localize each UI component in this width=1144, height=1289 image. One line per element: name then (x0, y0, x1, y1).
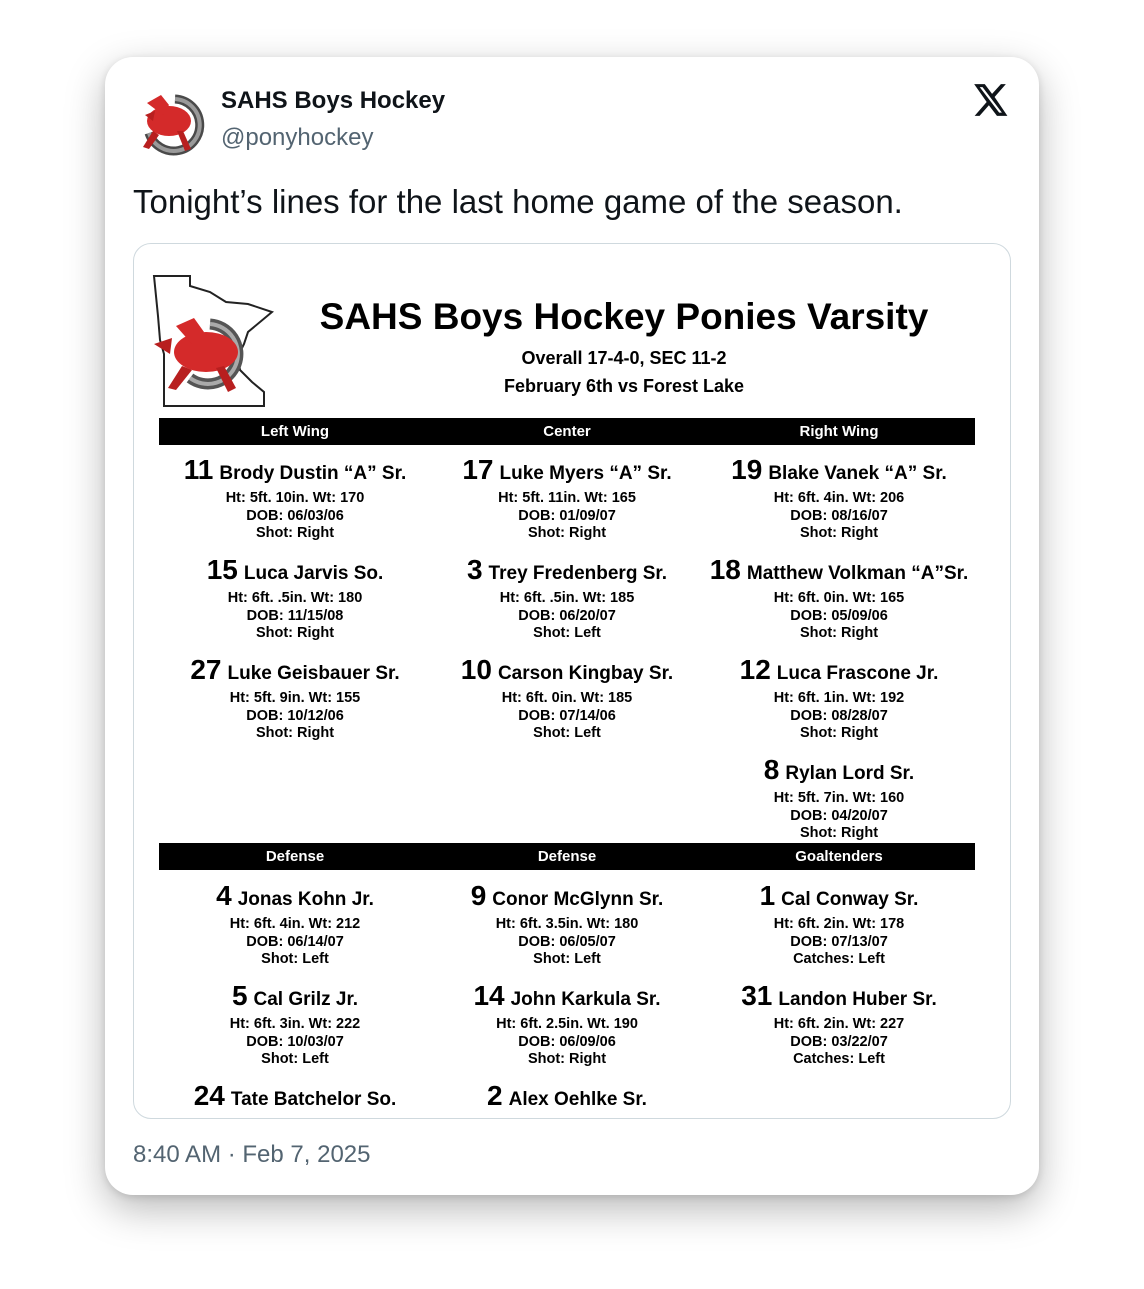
player-card (703, 981, 975, 1069)
player-shot: Shot: Right (255, 525, 335, 541)
player-number: 12 (739, 654, 771, 685)
player-number: 1 (759, 880, 776, 911)
player-number: 11 (183, 454, 214, 485)
player-card (159, 881, 431, 969)
player-name: Carson Kingbay Sr. (497, 663, 674, 684)
player-card (703, 455, 975, 543)
player-number: 3 (466, 554, 483, 585)
player-shot: Shot: Left (261, 951, 329, 967)
player-height-weight: Ht: 6ft. 2in. Wt: 227 (773, 1016, 905, 1032)
player-dob: DOB: 06/05/07 (518, 933, 616, 950)
player-height-weight: Ht: 6ft. 3in. Wt: 222 (229, 1016, 361, 1032)
player-card (431, 981, 703, 1069)
player-height-weight: Ht: 5ft. 10in. Wt: 170 (225, 490, 365, 506)
header-defense-2: Defense (537, 848, 597, 865)
player-dob: DOB: 10/12/06 (246, 707, 344, 724)
player-dob: DOB: 11/15/08 (246, 607, 344, 624)
player-height-weight: Ht: 6ft. 4in. Wt: 212 (229, 916, 361, 932)
player-card (703, 655, 975, 743)
player-height-weight: Ht: 5ft. 11in. Wt: 165 (498, 490, 636, 506)
player-card (431, 655, 703, 743)
player-name: Tate Batchelor So. (230, 1089, 397, 1110)
tweet-text: Tonight’s lines for the last home game of the season. (133, 183, 903, 220)
roster-title: SAHS Boys Hockey Ponies Varsity (319, 296, 929, 337)
player-height-weight: Ht: 6ft. 4in. Wt: 206 (773, 490, 905, 506)
player-shot: Shot: Left (533, 725, 601, 741)
player-shot: Shot: Right (799, 625, 879, 641)
player-dob: DOB: 06/20/07 (518, 607, 616, 624)
game-info: February 6th vs Forest Lake (503, 376, 745, 396)
pony-logo-icon (133, 81, 215, 163)
player-dob: DOB: 03/22/07 (790, 1033, 888, 1050)
player-number: 17 (462, 454, 494, 485)
player-height-weight: Ht: 6ft. 2in. Wt: 178 (773, 916, 905, 932)
player-shot: Shot: Right (255, 625, 335, 641)
player-shot: Shot: Right (799, 525, 879, 541)
player-name: Trey Fredenberg Sr. (488, 563, 668, 584)
player-dob: DOB: 08/16/07 (790, 507, 888, 524)
player-card (431, 555, 703, 643)
player-shot: Shot: Left (533, 625, 601, 641)
player-card (431, 881, 703, 969)
header-left-wing: Left Wing (260, 423, 330, 440)
player-number: 5 (231, 980, 248, 1011)
player-shot: Shot: Right (799, 725, 879, 741)
player-name: Alex Oehlke Sr. (508, 1089, 647, 1110)
forward-header-bar (159, 418, 975, 445)
player-shot: Shot: Left (533, 951, 601, 967)
player-dob: DOB: 06/09/06 (518, 1033, 616, 1050)
player-dob: DOB: 06/03/06 (246, 507, 344, 524)
player-name: Cal Grilz Jr. (253, 989, 359, 1010)
player-card (159, 455, 431, 543)
player-card (159, 1081, 431, 1116)
player-name: John Karkula Sr. (510, 989, 661, 1010)
player-shot: Shot: Right (527, 1051, 607, 1067)
player-card (159, 981, 431, 1069)
minnesota-pony-logo-icon (152, 274, 276, 410)
header-right-wing: Right Wing (799, 423, 879, 440)
player-height-weight: Ht: 5ft. 9in. Wt: 155 (229, 690, 361, 706)
player-name: Conor McGlynn Sr. (492, 889, 664, 910)
player-dob: DOB: 07/13/07 (790, 933, 888, 950)
back-header-bar (159, 843, 975, 870)
player-number: 10 (460, 654, 492, 685)
player-name: Blake Vanek “A” Sr. (768, 463, 947, 484)
avatar[interactable] (133, 81, 215, 163)
team-record: Overall 17-4-0, SEC 11-2 (521, 348, 727, 368)
player-card (431, 455, 703, 543)
player-name: Landon Huber Sr. (778, 989, 937, 1010)
player-shot: Shot: Left (261, 1051, 329, 1067)
player-card (703, 555, 975, 643)
tweet-timestamp[interactable]: 8:40 AM · Feb 7, 2025 (133, 1141, 371, 1168)
player-number: 14 (473, 980, 505, 1011)
player-name: Jonas Kohn Jr. (237, 889, 374, 910)
player-dob: DOB: 05/09/06 (790, 607, 888, 624)
player-card (159, 555, 431, 643)
header-center: Center (543, 423, 591, 440)
player-catches: Catches: Left (793, 951, 885, 967)
tweet-card (105, 57, 1039, 1195)
player-dob: DOB: 01/09/07 (518, 507, 616, 524)
player-number: 19 (731, 454, 763, 485)
player-card (159, 655, 431, 743)
player-number: 9 (470, 880, 487, 911)
player-name: Brody Dustin “A” Sr. (219, 463, 407, 484)
player-shot: Shot: Right (255, 725, 335, 741)
x-logo-icon[interactable] (971, 81, 1009, 119)
roster-image[interactable] (133, 243, 1011, 1119)
player-dob: DOB: 06/14/07 (246, 933, 344, 950)
player-number: 4 (216, 880, 232, 911)
player-number: 15 (206, 554, 238, 585)
player-name: Luke Geisbauer Sr. (227, 663, 400, 684)
player-name: Luca Frascone Jr. (776, 663, 939, 684)
player-name: Rylan Lord Sr. (785, 763, 915, 784)
player-height-weight: Ht: 6ft. 3.5in. Wt: 180 (495, 916, 639, 932)
player-catches: Catches: Left (793, 1051, 885, 1067)
player-height-weight: Ht: 6ft. 0in. Wt: 165 (773, 590, 905, 606)
player-card (703, 755, 975, 843)
player-shot: Shot: Right (799, 825, 879, 841)
author-name[interactable]: SAHS Boys Hockey (221, 87, 446, 114)
player-height-weight: Ht: 6ft. .5in. Wt: 185 (499, 590, 635, 606)
player-name: Luca Jarvis So. (243, 563, 384, 584)
player-height-weight: Ht: 6ft. .5in. Wt: 180 (227, 590, 363, 606)
player-dob: DOB: 07/14/06 (518, 707, 616, 724)
player-height-weight: Ht: 6ft. 0in. Wt: 185 (501, 690, 633, 706)
player-dob: DOB: 08/28/07 (790, 707, 888, 724)
header-goaltenders: Goaltenders (795, 848, 883, 865)
player-number: 2 (487, 1080, 503, 1111)
author-handle[interactable]: @ponyhockey (221, 124, 374, 151)
player-number: 18 (709, 554, 741, 585)
player-number: 27 (190, 654, 222, 685)
player-dob: DOB: 10/03/07 (246, 1033, 344, 1050)
player-name: Luke Myers “A” Sr. (499, 463, 672, 484)
player-name: Matthew Volkman “A”Sr. (746, 563, 969, 584)
player-name: Cal Conway Sr. (781, 889, 919, 910)
player-height-weight: Ht: 6ft. 1in. Wt: 192 (773, 690, 905, 706)
player-height-weight: Ht: 5ft. 7in. Wt: 160 (773, 790, 905, 806)
player-number: 31 (741, 980, 773, 1011)
player-dob: DOB: 04/20/07 (790, 807, 888, 824)
player-shot: Shot: Right (527, 525, 607, 541)
player-height-weight: Ht: 6ft. 2.5in. Wt. 190 (496, 1016, 638, 1032)
player-number: 8 (763, 754, 780, 785)
header-defense-1: Defense (265, 848, 325, 865)
player-number: 24 (193, 1080, 225, 1111)
player-card (703, 881, 975, 969)
player-card (431, 1081, 703, 1116)
